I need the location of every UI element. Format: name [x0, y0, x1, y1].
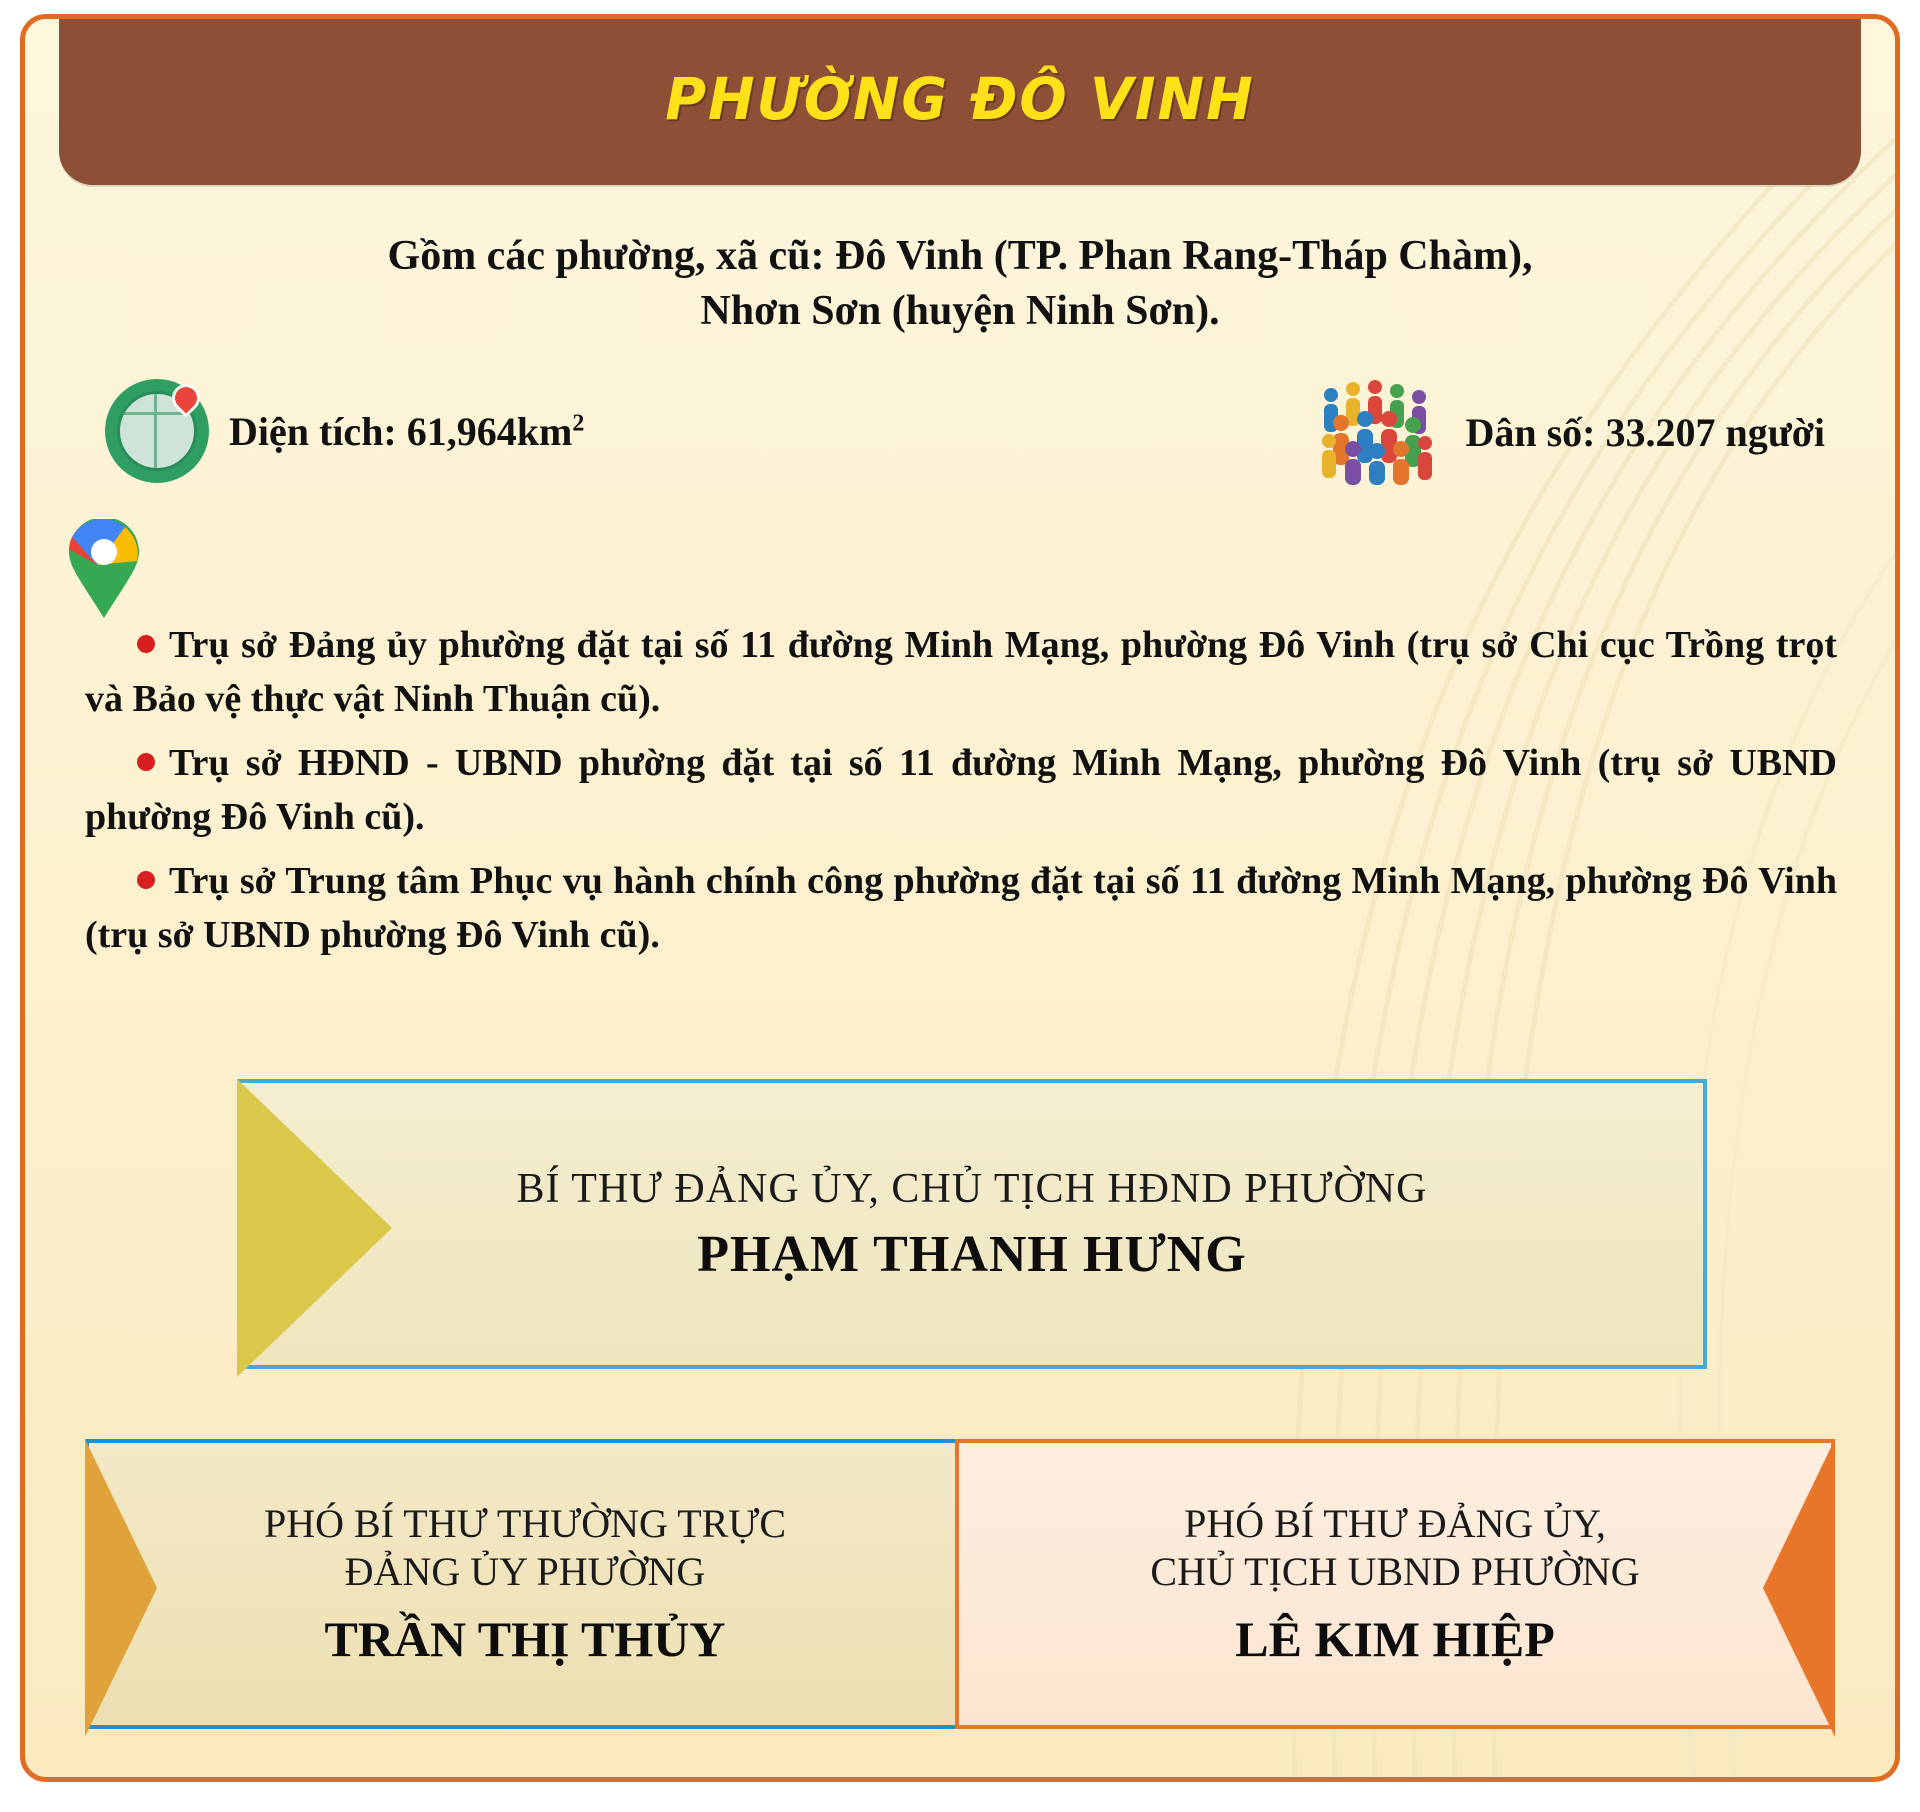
- leader-banner-main: [237, 1079, 1707, 1369]
- bullet-dot-icon: [137, 635, 155, 653]
- leader-left-name: TRẦN THỊ THỦY: [324, 1611, 726, 1667]
- leader-banner-left: [85, 1439, 965, 1729]
- infographic-card: [20, 14, 1900, 1782]
- stat-area-label: [229, 408, 584, 455]
- list-item-text: Trụ sở Đảng ủy phường đặt tại số 11 đường Minh Mạng, phường Đô Vinh (trụ sở Chi cục Trồng trọt và Bảo vệ thực vật Ninh Thuận cũ).: [85, 624, 1837, 720]
- leader-main-name: PHẠM THANH HƯNG: [697, 1225, 1247, 1283]
- list-item: [85, 737, 1837, 845]
- list-item: [85, 855, 1837, 963]
- subtitle: [105, 229, 1815, 340]
- leader-right-role-line-1: PHÓ BÍ THƯ ĐẢNG ỦY,: [1184, 1501, 1606, 1546]
- leader-banner-right: [955, 1439, 1835, 1729]
- page-title: PHƯỜNG ĐÔ VINH: [665, 65, 1255, 133]
- stat-area-unit-sup: 2: [572, 410, 585, 437]
- stats-row: [85, 379, 1835, 509]
- list-item-text: Trụ sở HĐND - UBND phường đặt tại số 11 đường Minh Mạng, phường Đô Vinh (trụ sở UBND phường Đô Vinh cũ).: [85, 741, 1837, 838]
- leader-left-role-line-2: ĐẢNG ỦY PHƯỜNG: [344, 1549, 706, 1594]
- stat-area: [105, 379, 584, 483]
- leader-right-name: LÊ KIM HIỆP: [1235, 1611, 1555, 1667]
- bullet-dot-icon: [137, 871, 155, 889]
- bullet-dot-icon: [137, 753, 155, 771]
- subtitle-line-1: Gồm các phường, xã cũ: Đô Vinh (TP. Phan Rang-Tháp Chàm),: [387, 233, 1533, 279]
- area-globe-icon: [105, 379, 209, 483]
- subtitle-line-2: Nhơn Sơn (huyện Ninh Sơn).: [700, 288, 1220, 335]
- header-banner: [59, 14, 1861, 185]
- stat-area-value: Diện tích: 61,964km: [229, 408, 573, 454]
- stat-population: [1315, 379, 1825, 485]
- list-item-text: Trụ sở Trung tâm Phục vụ hành chính công phường đặt tại số 11 đường Minh Mạng, phường Đô Vinh (trụ sở UBND phường Đô Vinh cũ).: [85, 859, 1837, 956]
- people-group-icon: [1315, 379, 1445, 485]
- list-item: [85, 619, 1837, 727]
- leader-right-role-line-2: CHỦ TỊCH UBND PHƯỜNG: [1150, 1549, 1640, 1594]
- stat-population-label: Dân số: 33.207 người: [1465, 409, 1825, 455]
- map-pin-icon: [67, 519, 141, 619]
- leader-left-role-line-1: PHÓ BÍ THƯ THƯỜNG TRỰC: [263, 1501, 787, 1546]
- office-list: [85, 619, 1837, 973]
- leader-banner-row: [25, 1439, 1895, 1739]
- leader-main-role: BÍ THƯ ĐẢNG ỦY, CHỦ TỊCH HĐND PHƯỜNG: [516, 1165, 1428, 1212]
